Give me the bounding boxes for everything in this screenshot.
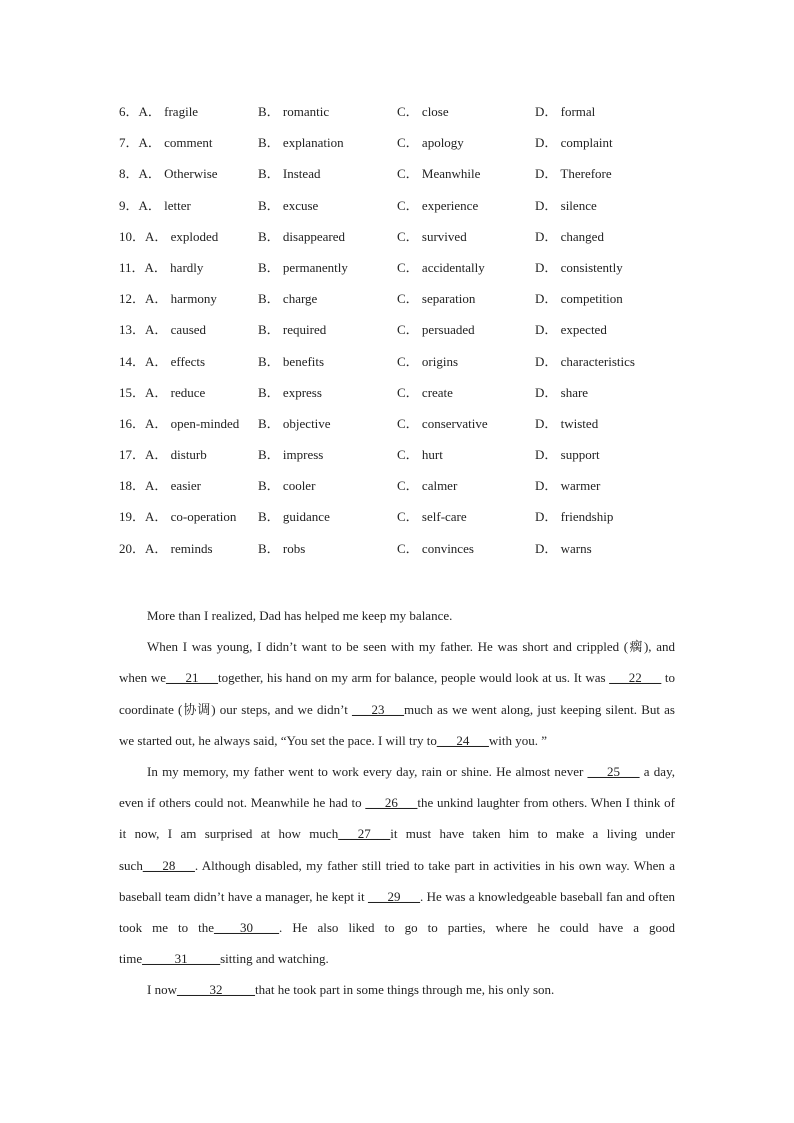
question-number-and-option-a — [119, 133, 213, 153]
question-number: 11． — [119, 259, 145, 275]
question-number: 12． — [119, 291, 146, 307]
blank-27: ___27___ — [338, 826, 391, 842]
paragraph-1: More than I realized, Dad has helped me keep my balance. — [147, 608, 453, 623]
text: When I was young, I didn’t want to be seen with my father. He was short and crippled (瘸), and when we — [119, 639, 675, 686]
option-b: B． cooler — [258, 478, 316, 494]
option-a: A． harmony — [145, 291, 217, 307]
option-row — [119, 383, 719, 414]
question-number: 17． — [119, 447, 146, 463]
option-b: B． charge — [258, 291, 318, 307]
question-number-and-option-a — [119, 414, 239, 434]
paragraph-4 — [119, 974, 675, 1005]
reading-passage — [119, 600, 675, 1006]
option-b: B． Instead — [258, 166, 321, 182]
question-number-and-option-a — [119, 539, 213, 559]
question-number-and-option-a — [119, 476, 201, 496]
option-d: D． characteristics — [535, 353, 635, 369]
question-number-and-option-a — [119, 320, 206, 340]
option-row — [119, 164, 719, 195]
text: I now — [147, 982, 177, 998]
question-number-and-option-a — [119, 196, 191, 216]
option-d: D． complaint — [535, 135, 613, 151]
option-a: A． hardly — [144, 259, 204, 275]
option-row — [119, 133, 719, 164]
option-a: A． letter — [138, 197, 191, 213]
text: that he took part in some things through me, his only son. — [254, 982, 555, 998]
paragraph-2 — [119, 631, 675, 756]
question-number: 14． — [119, 353, 146, 369]
option-row — [119, 445, 719, 476]
option-d: D． warns — [535, 540, 592, 556]
option-d: D． formal — [535, 104, 596, 119]
option-row — [119, 320, 719, 351]
option-a: A． effects — [145, 353, 206, 369]
option-a: A． exploded — [145, 228, 219, 244]
blank-21: ___21___ — [165, 670, 218, 686]
option-d: D． expected — [535, 322, 607, 338]
blank-28: ___28___ — [142, 857, 195, 873]
text: . He also liked to go to parties, where he could have a good time — [119, 920, 675, 967]
answer-options — [119, 102, 719, 570]
question-number: 8． — [119, 166, 139, 182]
option-a: A． open-minded — [145, 415, 240, 431]
option-c: C． conservative — [397, 415, 488, 431]
option-c: C． separation — [397, 291, 476, 307]
option-d: D． competition — [535, 291, 623, 307]
blank-22: ___22___ — [609, 670, 662, 686]
option-d: D． changed — [535, 228, 604, 244]
option-a: A． Otherwise — [138, 166, 218, 182]
option-b: B． explanation — [258, 135, 344, 151]
option-row — [119, 196, 719, 227]
paragraph-3 — [119, 756, 675, 974]
option-row — [119, 258, 719, 289]
text: with you. ” — [488, 732, 547, 748]
blank-26: ___26___ — [365, 795, 418, 811]
option-b: B． romantic — [258, 104, 330, 119]
question-number: 15． — [119, 384, 146, 400]
question-number: 16． — [119, 415, 146, 431]
question-number: 13． — [119, 322, 146, 338]
option-a: A． caused — [145, 322, 207, 338]
question-number: 19． — [119, 509, 146, 525]
option-row — [119, 507, 719, 538]
question-number-and-option-a — [119, 445, 207, 465]
question-number: 18． — [119, 478, 146, 494]
question-number: 10． — [119, 228, 146, 244]
option-c: C． experience — [397, 197, 479, 213]
option-row — [119, 539, 719, 570]
option-b: B． guidance — [258, 509, 330, 525]
option-c: C． accidentally — [397, 259, 485, 275]
text: to coordinate (协调) our steps, and we didn’t — [119, 670, 675, 717]
blank-23: ___23___ — [352, 701, 405, 717]
question-number-and-option-a — [119, 164, 218, 184]
blank-30: ____30____ — [214, 920, 280, 936]
blank-31: _____31_____ — [142, 951, 221, 967]
option-d: D． share — [535, 384, 589, 400]
text: In my memory, my father went to work every day, rain or shine. He almost never — [147, 764, 588, 780]
blank-24: ___24___ — [436, 732, 489, 748]
option-d: D． consistently — [535, 259, 623, 275]
option-row — [119, 227, 719, 258]
text: together, his hand on my arm for balance, people would look at us. It was — [217, 670, 610, 686]
text: much as we went along, just keeping silent. But as we started out, he always said, “You set the pace. I will try to — [119, 701, 675, 748]
option-b: B． robs — [258, 540, 306, 556]
option-row — [119, 414, 719, 445]
option-d: D． warmer — [535, 478, 601, 494]
option-a: A． easier — [145, 478, 201, 494]
option-b: B． impress — [258, 447, 324, 463]
option-c: C． close — [397, 104, 449, 119]
option-b: B． permanently — [258, 259, 348, 275]
option-b: B． excuse — [258, 197, 319, 213]
question-number: 6． — [119, 104, 139, 119]
option-b: B． objective — [258, 415, 331, 431]
option-a: A． fragile — [138, 104, 199, 119]
option-c: C． calmer — [397, 478, 458, 494]
option-row — [119, 289, 719, 320]
question-number-and-option-a — [119, 227, 218, 247]
blank-25: ___25___ — [587, 764, 640, 780]
question-number: 9． — [119, 197, 139, 213]
question-number: 20． — [119, 540, 146, 556]
question-number-and-option-a — [119, 352, 205, 372]
option-a: A． comment — [138, 135, 213, 151]
text: . Although disabled, my father still tried to take part in activities in his own way. When a baseball team didn’t have a manager, he kept it — [119, 857, 675, 904]
option-a: A． co-operation — [145, 509, 237, 525]
option-row — [119, 476, 719, 507]
blank-32: _____32_____ — [176, 982, 255, 998]
option-b: B． benefits — [258, 353, 325, 369]
question-number-and-option-a — [119, 102, 198, 122]
option-c: C． hurt — [397, 447, 443, 463]
option-a: A． reminds — [145, 540, 213, 556]
option-c: C． create — [397, 384, 453, 400]
option-row — [119, 102, 719, 133]
option-b: B． required — [258, 322, 327, 338]
option-b: B． disappeared — [258, 228, 346, 244]
option-d: D． support — [535, 447, 600, 463]
option-c: C． origins — [397, 353, 459, 369]
option-c: C． survived — [397, 228, 467, 244]
question-number-and-option-a — [119, 507, 236, 527]
text: . He was a knowledgeable baseball fan and often took me to the — [119, 888, 676, 936]
option-c: C． Meanwhile — [397, 166, 481, 182]
blank-29: ___29___ — [368, 888, 420, 904]
question-number-and-option-a — [119, 289, 217, 309]
question-number-and-option-a — [119, 258, 203, 278]
option-d: D． silence — [535, 197, 597, 213]
option-c: C． convinces — [397, 540, 474, 556]
option-d: D． Therefore — [535, 166, 612, 182]
option-a: A． disturb — [145, 447, 207, 463]
option-c: C． self-care — [397, 509, 467, 525]
option-c: C． apology — [397, 135, 464, 151]
text: the unkind laughter from others. When I think of it now, I am surprised at how much — [119, 795, 675, 842]
option-d: D． twisted — [535, 415, 599, 431]
option-a: A． reduce — [145, 384, 206, 400]
option-b: B． express — [258, 384, 322, 400]
text: a day, even if others could not. Meanwhile he had to — [119, 764, 675, 811]
option-row — [119, 352, 719, 383]
question-number-and-option-a — [119, 383, 205, 403]
text: it must have taken him to make a living under such — [119, 826, 676, 873]
option-d: D． friendship — [535, 509, 614, 525]
question-number: 7． — [119, 135, 139, 151]
option-c: C． persuaded — [397, 322, 475, 338]
text: sitting and watching. — [220, 951, 329, 967]
